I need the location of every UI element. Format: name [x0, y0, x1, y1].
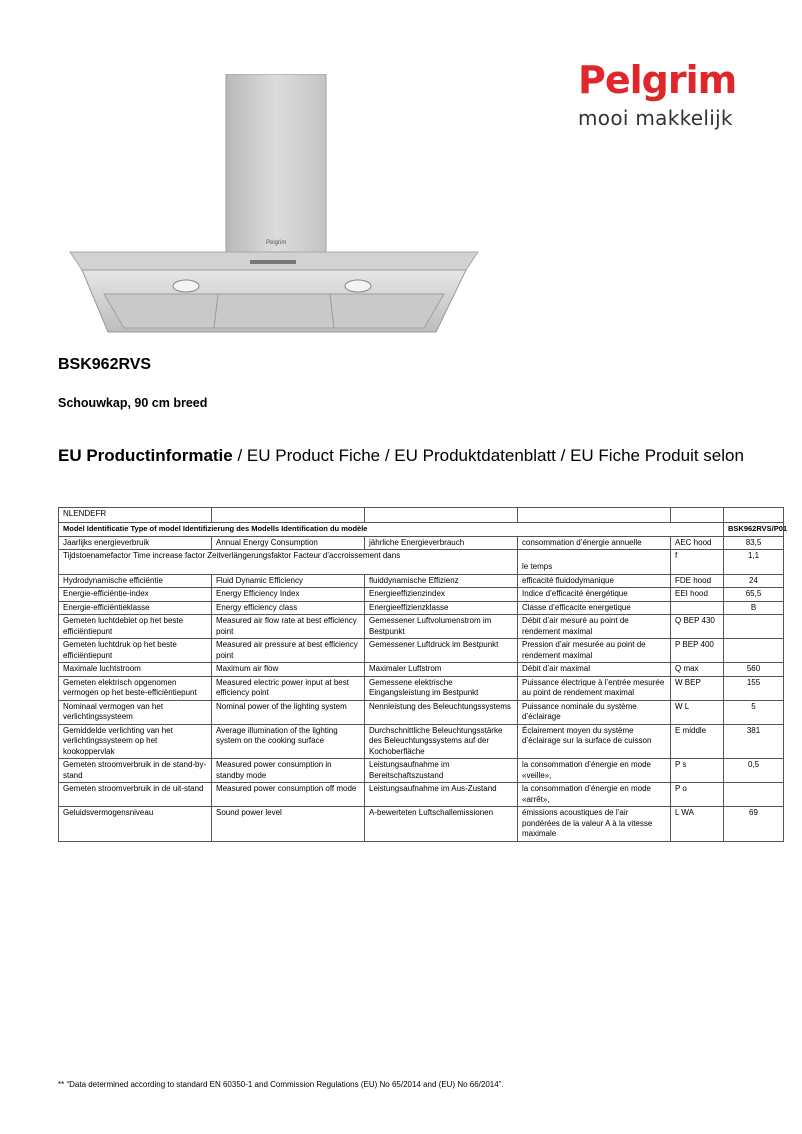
cell-val: 0,5 [724, 759, 784, 783]
table-row [59, 783, 784, 807]
cell-span: Tijdstoenamefactor Time increase factor Zeitverlängerungsfaktor Facteur d’accroissement dans [59, 550, 518, 575]
cell-de: Gemessene elektrische Eingangsleistung im Bestpunkt [365, 676, 518, 700]
cell-nl: Gemeten stroomverbruik in de stand-by- stand [59, 759, 212, 783]
heading-bold: EU Productinformatie [58, 446, 233, 465]
model-number: BSK962RVS [58, 356, 152, 373]
cell-fr: Puissance électrique à l’entrée mesurée au point de rendement maximal [518, 676, 671, 700]
cell-sym: P o [671, 783, 724, 807]
cell-en: Measured air flow rate at best efficiency point [212, 615, 365, 639]
table-row [59, 601, 784, 615]
cell-fr: consommation d’énergie annuelle [518, 536, 671, 550]
cell-val: 69 [724, 807, 784, 842]
cell-sym: f [671, 550, 724, 575]
hood-brand-label: Pelgrim [266, 240, 287, 246]
table-row [59, 639, 784, 663]
cell-fr: Puissance nominale du système d’éclairage [518, 700, 671, 724]
cell-nl: Gemeten luchtdebiet op het beste efficiëntiepunt [59, 615, 212, 639]
table-row [59, 724, 784, 759]
cell-fr: la consommation d’énergie en mode «veille», [518, 759, 671, 783]
product-description: Schouwkap, 90 cm breed [58, 396, 208, 410]
brand-logo [578, 60, 778, 130]
cell-de: Nennleistung des Beleuchtungssystems [365, 700, 518, 724]
cell-sym: E middle [671, 724, 724, 759]
brand-tagline: mooi makkelijk [578, 106, 733, 130]
cell-de: Gemessener Luftdruck im Bestpunkt [365, 639, 518, 663]
cell-nl: Jaarlijks energieverbruik [59, 536, 212, 550]
cell-de: Maximaler Luftstrom [365, 663, 518, 677]
cell-fr: Indice d’efficacité énergétique [518, 588, 671, 602]
table-row [59, 615, 784, 639]
cell-de: fluiddynamische Effizienz [365, 574, 518, 588]
cell-fr: la consommation d’énergie en mode «arrêt», [518, 783, 671, 807]
model-row [59, 523, 784, 537]
cell-fr: Classe d’efficacite energetique [518, 601, 671, 615]
cell-fr: efficacité fluidodymanique [518, 574, 671, 588]
cell-nl: Geluidsvermogensniveau [59, 807, 212, 842]
cell-de: Leistungsaufnahme im Bereitschaftszustand [365, 759, 518, 783]
cell-en: Energy Efficiency Index [212, 588, 365, 602]
model-row-value: BSK962RVS/P01 [724, 523, 784, 537]
cell-de: jährliche Energieverbrauch [365, 536, 518, 550]
cell-sym: P s [671, 759, 724, 783]
cell-sym: P BEP 400 [671, 639, 724, 663]
table-row [59, 807, 784, 842]
cell-fr: le temps [518, 550, 671, 575]
table-row [59, 588, 784, 602]
table-row [59, 550, 784, 575]
cell-nl: Gemeten stroomverbruik in de uit-stand [59, 783, 212, 807]
product-image [64, 74, 480, 336]
cell-val: 5 [724, 700, 784, 724]
cell-val [724, 615, 784, 639]
control-panel [250, 260, 296, 264]
cell-fr: Débit d’air mesuré au point de rendement maximal [518, 615, 671, 639]
table-row [59, 700, 784, 724]
cell-en: Maximum air flow [212, 663, 365, 677]
cell-sym: FDE hood [671, 574, 724, 588]
cell-de: Gemessener Luftvolumenstrom im Bestpunkt [365, 615, 518, 639]
cell-en: Measured power consumption off mode [212, 783, 365, 807]
cell-val: 560 [724, 663, 784, 677]
cell-en: Annual Energy Consumption [212, 536, 365, 550]
cell-val: 24 [724, 574, 784, 588]
cell-sym: L WA [671, 807, 724, 842]
cell-fr: Débit d’air maximal [518, 663, 671, 677]
cell-en: Sound power level [212, 807, 365, 842]
cell-de: Leistungsaufnahme im Aus-Zustand [365, 783, 518, 807]
languages-row [59, 508, 784, 523]
chimney [226, 74, 326, 252]
cell-sym [671, 601, 724, 615]
cell-nl: Energie-efficiëntieklasse [59, 601, 212, 615]
cell-nl: Energie-efficiëntie-index [59, 588, 212, 602]
cell-sym: Q BEP 430 [671, 615, 724, 639]
cell-nl: Gemeten luchtdruk op het beste efficiëntiepunt [59, 639, 212, 663]
filter-panel [104, 294, 444, 328]
cell-nl: Gemeten elektrisch opgenomen vermogen op het beste-efficiëntiepunt [59, 676, 212, 700]
cell-fr: émissions acoustiques de l’air pondérées de la valeur A à la vitesse maximale [518, 807, 671, 842]
table-row [59, 574, 784, 588]
table-row [59, 759, 784, 783]
brand-name: Pelgrim [578, 58, 737, 102]
cell-fr: Éclairement moyen du système d’éclairage sur la surface de cuisson [518, 724, 671, 759]
cell-de: Energieeffizienzindex [365, 588, 518, 602]
cell-de: Durchschnittliche Beleuchtungsstärke des Beleuchtungssystems auf der Kochoberfläche [365, 724, 518, 759]
cell-val: 65,5 [724, 588, 784, 602]
languages-cell: NLENDEFR [59, 508, 212, 523]
cell-val [724, 783, 784, 807]
cell-en: Measured electric power input at best efficiency point [212, 676, 365, 700]
cell-sym: AEC hood [671, 536, 724, 550]
light-right-icon [345, 280, 371, 292]
cell-de: A-bewerteten Luftschallemissionen [365, 807, 518, 842]
cell-de: Energieeffizienzklasse [365, 601, 518, 615]
cell-fr: Pression d’air mesurée au point de rendement maximal [518, 639, 671, 663]
cell-en: Energy efficiency class [212, 601, 365, 615]
table-row [59, 676, 784, 700]
cell-val: B [724, 601, 784, 615]
cell-en: Fluid Dynamic Efficiency [212, 574, 365, 588]
cell-nl: Gemiddelde verlichting van het verlichtingssysteem op het kookoppervlak [59, 724, 212, 759]
table-row [59, 663, 784, 677]
cell-val [724, 639, 784, 663]
cell-val: 155 [724, 676, 784, 700]
cell-val: 381 [724, 724, 784, 759]
cell-sym: EEI hood [671, 588, 724, 602]
footnote: ** “Data determined according to standard EN 60350-1 and Commission Regulations (EU) No 65/2014 and (EU) No 66/2014”. [58, 1080, 504, 1089]
table-row [59, 536, 784, 550]
cell-sym: W L [671, 700, 724, 724]
cell-nl: Nominaal vermogen van het verlichtingssysteem [59, 700, 212, 724]
cell-en: Average illumination of the lighting system on the cooking surface [212, 724, 365, 759]
cell-sym: W BEP [671, 676, 724, 700]
model-row-label: Model Identificatie Type of model Identifizierung des Modells Identification du modèle [59, 523, 724, 537]
cell-val: 1,1 [724, 550, 784, 575]
heading-rest: / EU Product Fiche / EU Produktdatenblatt / EU Fiche Produit selon [232, 446, 744, 465]
page-heading [58, 446, 744, 466]
cell-en: Nominal power of the lighting system [212, 700, 365, 724]
product-fiche-table [58, 507, 788, 842]
cell-sym: Q max [671, 663, 724, 677]
cell-en: Measured power consumption in standby mode [212, 759, 365, 783]
cell-nl: Maximale luchtstroom [59, 663, 212, 677]
cell-nl: Hydrodynamische efficiëntie [59, 574, 212, 588]
cell-en: Measured air pressure at best efficiency point [212, 639, 365, 663]
light-left-icon [173, 280, 199, 292]
cell-val: 83,5 [724, 536, 784, 550]
